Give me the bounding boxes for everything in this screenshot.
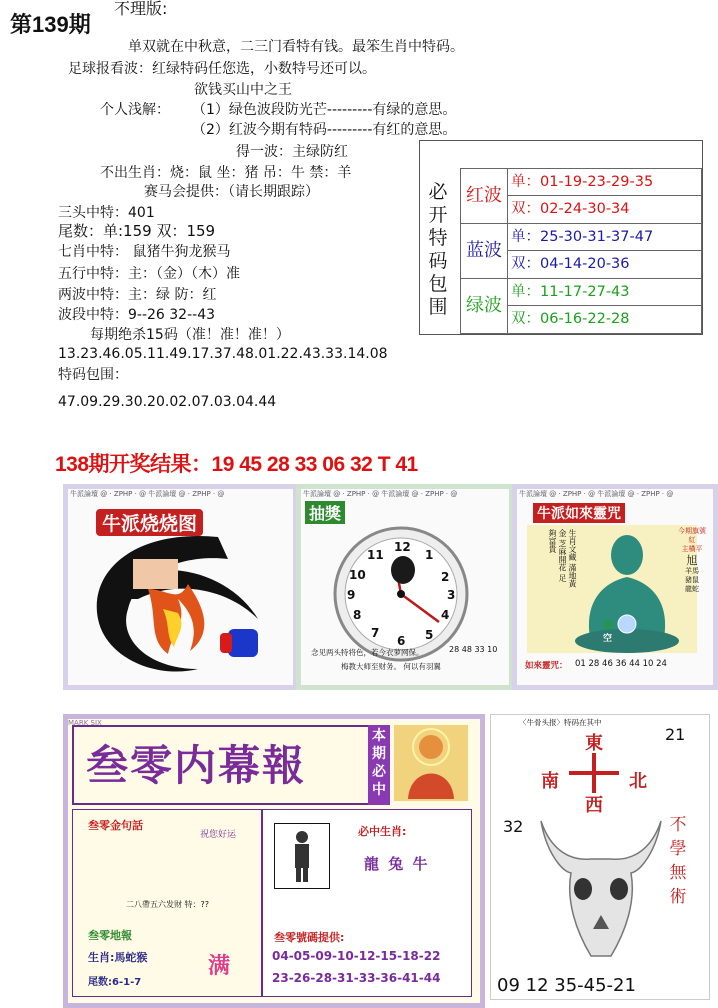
clock-num-7: 7 [371,626,380,640]
group-red-name: 红波 [461,169,508,223]
clock-footer: 梅教大师至财务。 何以有羽翼 [341,662,441,671]
personal-label: 个人浅解： [100,102,170,118]
bonfire-title: 牛派烧烧图 [96,509,203,536]
clock-title: 抽獎 [305,501,345,524]
paper-must-zodiac: 龍 兔 牛 [364,855,430,873]
child-figure-icon [274,823,330,889]
buddha-side-6: 豬鼠 [685,576,699,584]
buddha-footer-numbers: 01 28 46 36 44 10 24 [575,659,667,669]
group-red-even: 双：02-24-30-34 [507,195,701,222]
group-red-odd: 单：01-19-23-29-35 [511,174,654,190]
zodiac-tip: 不出生肖：烧：鼠 坐：猪 吊：牛 禁：羊 [100,165,352,181]
paper-small-line: 二八帶五六发财 特：?? [126,900,210,909]
newspaper-panel [63,714,485,1008]
special-label: 特码包围： [58,367,128,383]
issue-number: 第139期 [10,12,91,37]
table-title: 必开特码包围 [428,181,448,318]
clock-num-8: 8 [353,608,362,622]
tail-numbers: 尾数：单:159 双：159 [58,222,216,240]
clock-num-2: 2 [441,570,450,584]
buddha-watermark: 牛派論壇 @ · ZPHP · @ 牛派論壇 @ · ZPHP · @ [519,490,674,498]
black-swirl-icon [78,529,278,679]
clock-num-5: 5 [425,628,434,642]
football-tip: 足球报看波：红绿特码任您选，小数特号还可以。 [68,61,376,77]
buddha-poem-4: 足夠富貴 [548,529,567,583]
buddha-side-5: 羊馬 [685,567,699,575]
paper-zodiac: 生肖:馬蛇猴 [88,951,148,964]
buddha-poem-2: 滿地黃金 [558,529,577,588]
race-club-note: 赛马会提供：（请长期跟踪） [144,184,319,200]
paper-full-mark: 满 [208,954,231,979]
cross-mark-icon [569,751,619,795]
buddha-side-4: 旭 [686,554,698,567]
buddha-side-1: 今期旗號 [678,527,706,535]
buddha-poem-1: 生肖文藏 [568,529,577,561]
paper-wish: 祝您好运 [200,830,237,840]
buddha-poem [529,529,577,589]
buddha-mark-2: 空 [603,634,613,644]
group-green-odd: 单：11-17-27-43 [511,284,630,300]
skull-west: 西 [585,795,603,816]
bonfire-panel [63,484,298,690]
three-head: 三头中特：401 [58,205,155,221]
special-bracket-table [419,140,703,335]
clock-watermark: 牛派論壇 @ · ZPHP · @ 牛派論壇 @ · ZPHP · @ [303,490,458,498]
clock-num-10: 10 [349,568,366,582]
buddha-icon [572,529,682,654]
buddha-side-7: 龍蛇 [685,585,699,593]
wave-segment: 波段中特：9--26 32--43 [58,307,216,323]
paper-title: 叁零内幕報 [86,741,307,790]
buddha-side-3: 主橫平 [681,545,703,553]
paper-numbers-2: 23-26-28-31-33-36-41-44 [272,971,441,985]
group-blue-odd: 单：25-30-31-37-47 [511,229,654,245]
paper-provide-label: 叁零號碼提供: [274,931,345,944]
skull-number-top-right: 21 [665,725,686,744]
group-green-name: 绿波 [461,279,508,333]
clock-caption: 念见两头特将色，若今衣萝网保。 [311,648,424,657]
paper-vertical: 本期必中 [372,728,386,798]
clock-code: 28 48 33 10 [449,645,498,654]
money-riddle: 欲钱买山中之王 [194,82,292,98]
clock-num-12: 12 [394,540,411,554]
deity-figure-icon [394,725,468,801]
clock-num-9: 9 [347,588,356,602]
wave-tip: 得一波：主绿防红 [236,144,348,160]
seven-zodiac: 七肖中特： 鼠猪牛狗龙猴马 [58,244,231,260]
two-waves: 两波中特：主：绿 防：红 [58,287,217,303]
skull-vertical: 不學無術 [669,815,687,907]
skull-north: 北 [629,771,647,792]
skull-bottom-numbers: 09 12 35-45-21 [497,975,636,996]
riddle-poem: 单双就在中秋意，二三门看特有钱。最笨生肖中特码。 [128,39,464,55]
kill-title: 每期绝杀15码（准！准！准！） [90,327,290,343]
clock-num-11: 11 [367,548,384,562]
skull-number-left: 32 [503,817,524,836]
buddha-footer-label: 如來靈咒： [525,661,568,671]
group-green-even: 双：06-16-22-28 [507,305,701,332]
group-blue-even: 双：04-14-20-36 [507,250,701,277]
edition-subtitle: 不理版: [114,0,168,18]
previous-results: 138期开奖结果：19 45 28 33 06 32 T 41 [55,453,418,476]
paper-tag: 叁零地報 [88,929,132,942]
clock-num-1: 1 [425,548,434,562]
clock-num-6: 6 [397,634,406,648]
group-blue-name: 蓝波 [461,224,508,278]
paper-must-label: 必中生肖: [358,825,407,838]
paper-tail: 尾数:6-1-7 [88,977,142,988]
paper-numbers-1: 04-05-09-10-12-15-18-22 [272,949,441,963]
clock-num-4: 4 [441,608,450,622]
personal-line-2: （2）红波今期有特码---------有红的意思。 [192,122,457,138]
buddha-panel [512,484,718,690]
buddha-poem-3: 芝麻開花 [558,539,567,572]
skull-east: 東 [585,733,603,754]
buddha-side-2: 紅 [688,536,696,544]
special-numbers: 47.09.29.30.20.02.07.03.04.44 [58,394,277,410]
group-blue [460,223,702,279]
paper-watermark: MARK SIX [68,719,102,727]
five-elements: 五行中特：主：（金）（木）准 [58,266,240,282]
buddha-mark: 中 [603,621,613,632]
buddha-title: 牛派如來靈咒 [533,503,625,523]
clock-face [331,524,471,664]
group-red [460,168,702,224]
paper-quote-title: 叁零金句話 [88,819,143,832]
kill-numbers: 13.23.46.05.11.49.17.37.48.01.22.43.33.14.08 [58,346,388,362]
group-green [460,278,702,334]
cow-skull-icon [531,811,671,961]
clock-panel [296,484,514,690]
skull-header: 〈牛骨头报〉特码在其中 [519,718,602,727]
bonfire-watermark: 牛派論壇 @ · ZPHP · @ 牛派論壇 @ · ZPHP · @ [70,490,225,498]
personal-line-1: （1）绿色波段防光芒---------有绿的意思。 [192,102,457,118]
skull-panel [490,714,710,1000]
skull-south: 南 [541,771,559,792]
clock-num-3: 3 [447,588,456,602]
